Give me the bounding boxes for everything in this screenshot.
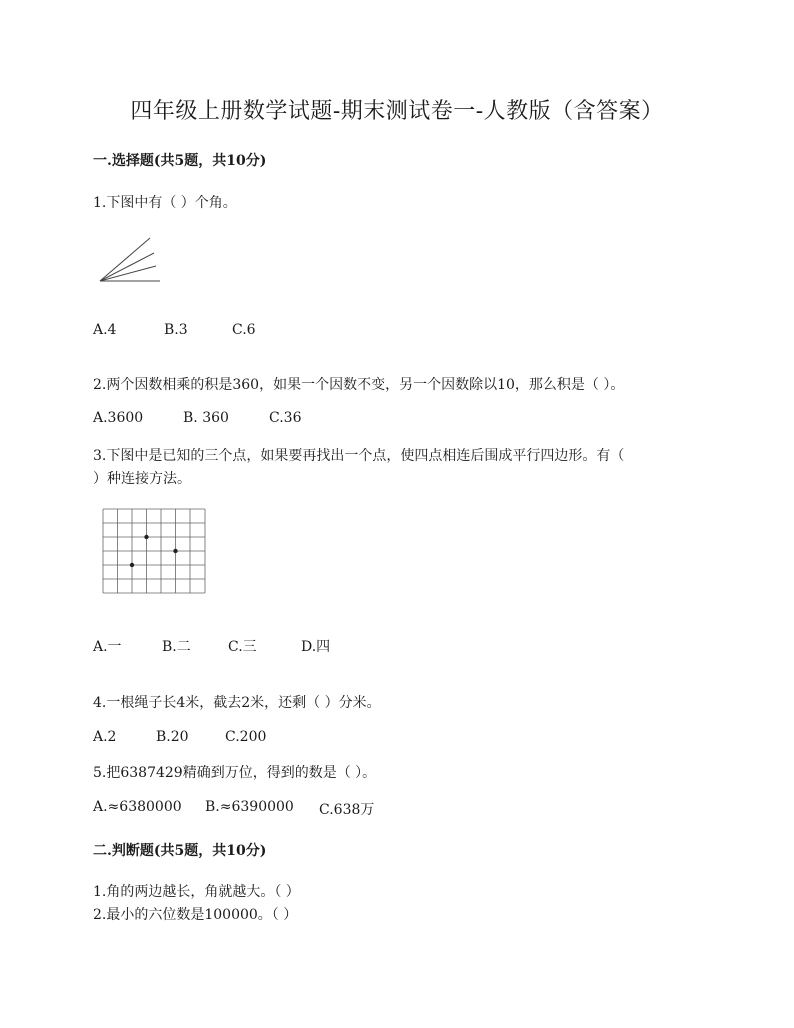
question-1-text: 1.下图中有（ ）个角。 [93,195,237,211]
option-b: B.≈6390000 [205,799,294,815]
option-c: C.6 [232,322,256,338]
question-4-options [93,729,266,745]
option-c: C.三 [228,639,257,655]
question-4-text: 4.一根绳子长4米，截去2米，还剩（ ）分米。 [93,695,381,711]
grid-point-1 [144,535,148,539]
question-3-options [93,636,330,656]
option-a: A.4 [93,322,117,338]
option-d: D.四 [301,639,331,655]
question-2-text: 2.两个因数相乘的积是360，如果一个因数不变，另一个因数除以10，那么积是（ ）。 [93,377,625,393]
option-b: B. 360 [183,410,229,426]
option-c: C.200 [225,729,267,745]
option-a: A.2 [93,729,117,745]
option-b: B.二 [162,639,191,655]
question-2-options [93,410,301,426]
option-a: A.3600 [93,410,144,426]
page-title: 四年级上册数学试题-期末测试卷一-人教版（含答案） [130,99,664,124]
question-3-line-1: 3.下图中是已知的三个点，如果要再找出一个点，使四点相连后围成平行四边形。有（ [93,448,625,464]
question-3-line-2: ）种连接方法。 [93,471,191,487]
option-b: B.3 [164,322,188,338]
option-a: A.≈6380000 [93,799,182,815]
option-a: A.一 [93,639,122,655]
option-c: C.638万 [319,802,375,818]
option-b: B.20 [156,729,189,745]
section-heading-judgement: 二.判断题(共5题，共10分) [93,843,267,859]
angle-figure [96,234,166,286]
option-c: C.36 [269,410,302,426]
grid-point-3 [130,563,134,567]
dot-grid-figure [102,508,208,594]
grid-point-2 [173,549,177,553]
question-5-text: 5.把6387429精确到万位，得到的数是（ ）。 [93,765,377,781]
question-1-options [93,322,256,338]
section-heading-choice: 一.选择题(共5题，共10分) [93,153,267,169]
question-5-options [93,799,374,819]
judgement-item-2: 2.最小的六位数是100000。（ ） [93,907,298,923]
judgement-item-1: 1.角的两边越长，角就越大。（ ） [93,884,300,900]
